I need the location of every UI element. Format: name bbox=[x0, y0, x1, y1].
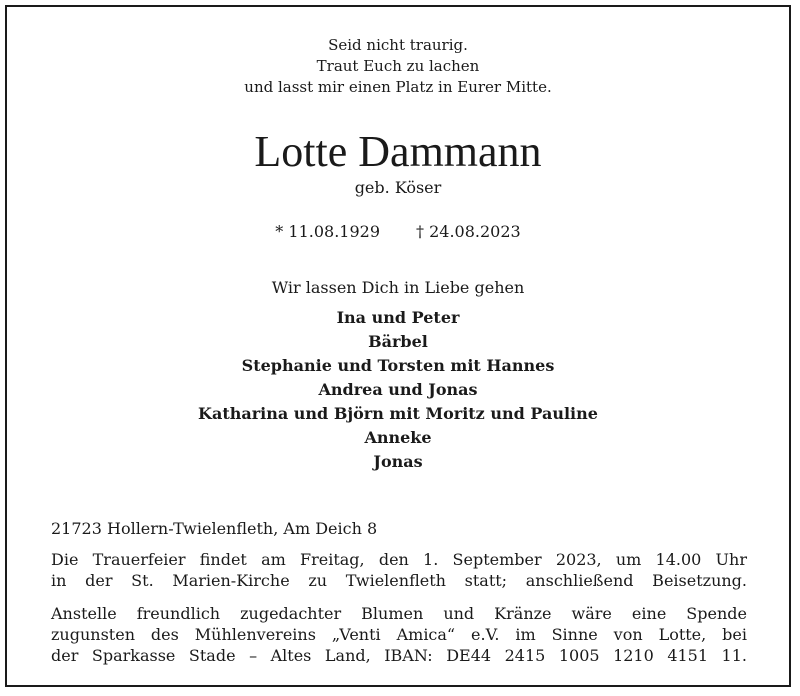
mourner: Katharina und Björn mit Moritz und Pauline bbox=[198, 404, 598, 423]
maiden-name: geb. Köser bbox=[354, 178, 442, 197]
poem-line: und lasst mir einen Platz in Eurer Mitte. bbox=[244, 78, 552, 96]
address: 21723 Hollern-Twielenfleth, Am Deich 8 bbox=[51, 519, 378, 538]
poem-line: Seid nicht traurig. bbox=[328, 36, 468, 54]
birth-date: * 11.08.1929 bbox=[275, 222, 380, 241]
mourner: Ina und Peter bbox=[336, 308, 460, 327]
donation-info-line: der Sparkasse Stade – Altes Land, IBAN: DE44 2415 1005 1210 4151 11. bbox=[51, 646, 747, 665]
mourners-list bbox=[7, 306, 789, 474]
mourner: Anneke bbox=[364, 428, 432, 447]
deceased-name: Lotte Dammann bbox=[254, 127, 542, 176]
funeral-info-line: in der St. Marien-Kirche zu Twielenfleth statt; anschließend Beisetzung. bbox=[51, 571, 747, 590]
farewell-line: Wir lassen Dich in Liebe gehen bbox=[271, 278, 525, 297]
mourner: Andrea und Jonas bbox=[318, 380, 478, 399]
funeral-info-line: Die Trauerfeier findet am Freitag, den 1. September 2023, um 14.00 Uhr bbox=[51, 550, 747, 569]
poem-line: Traut Euch zu lachen bbox=[316, 57, 480, 75]
mourner: Stephanie und Torsten mit Hannes bbox=[241, 356, 555, 375]
obituary-notice bbox=[5, 5, 791, 687]
donation-info-line: zugunsten des Mühlenvereins „Venti Amica“ e.V. im Sinne von Lotte, bei bbox=[51, 625, 747, 644]
poem bbox=[7, 35, 789, 98]
death-date: † 24.08.2023 bbox=[416, 222, 521, 241]
funeral-info bbox=[51, 549, 747, 591]
life-dates bbox=[7, 222, 789, 242]
donation-info-line: Anstelle freundlich zugedachter Blumen und Kränze wäre eine Spende bbox=[51, 604, 747, 623]
donation-info bbox=[51, 603, 747, 666]
mourner: Jonas bbox=[373, 452, 423, 471]
mourner: Bärbel bbox=[368, 332, 428, 351]
